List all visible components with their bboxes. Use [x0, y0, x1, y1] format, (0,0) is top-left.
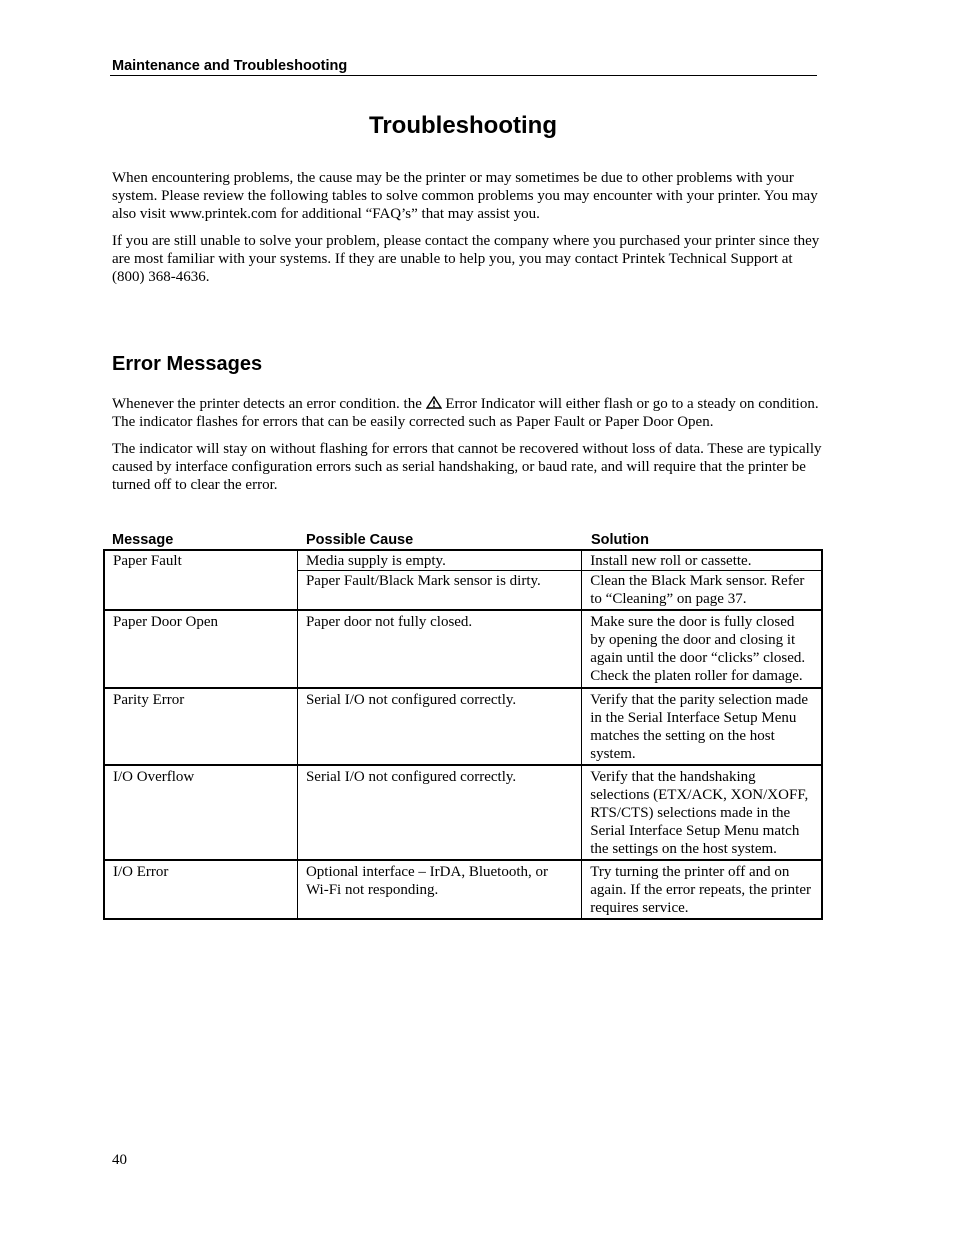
solution-cell: Try turning the printer off and on again. If the error repeats, the printer requires service.	[582, 860, 822, 919]
cause-cell: Media supply is empty.	[297, 550, 581, 571]
error-paragraph-2: The indicator will stay on without flashing for errors that cannot be recovered without loss of data. These are typically caused by interface configuration errors such as serial handshaking, or baud rate, and will require that the printer be turned off to clear the error.	[112, 441, 822, 493]
message-cell: I/O Error	[104, 860, 297, 919]
column-header-solution: Solution	[591, 532, 649, 548]
table-row	[104, 688, 822, 765]
solution-cell: Make sure the door is fully closed by opening the door and closing it again until the door “clicks” closed. Check the platen roller for damage.	[582, 610, 822, 688]
solution-cell: Clean the Black Mark sensor. Refer to “Cleaning” on page 37.	[582, 571, 822, 611]
table-row	[104, 860, 822, 919]
error-paragraph-1	[112, 395, 822, 431]
cause-cell: Paper Fault/Black Mark sensor is dirty.	[297, 571, 581, 611]
error-paragraph-1-lead: Whenever the printer detects an error condition. the	[112, 396, 426, 412]
solution-cell: Install new roll or cassette.	[582, 550, 822, 571]
warning-triangle-icon	[426, 396, 442, 409]
error-messages-table	[103, 549, 823, 920]
cause-cell: Serial I/O not configured correctly.	[297, 688, 581, 765]
running-header: Maintenance and Troubleshooting	[112, 58, 348, 74]
message-cell: Parity Error	[104, 688, 297, 765]
table-row	[104, 550, 822, 571]
solution-cell: Verify that the parity selection made in the Serial Interface Setup Menu matches the setting on the host system.	[582, 688, 822, 765]
table-row	[104, 610, 822, 688]
message-cell: I/O Overflow	[104, 765, 297, 860]
section-heading-error-messages: Error Messages	[112, 353, 263, 375]
message-cell: Paper Fault	[104, 550, 297, 610]
column-header-cause: Possible Cause	[306, 532, 414, 548]
message-cell: Paper Door Open	[104, 610, 297, 688]
intro-paragraph-1: When encountering problems, the cause may be the printer or may sometimes be due to other problems with your system. Please review the following tables to solve common problems you may encounter with your printer. You may also visit www.printek.com for additional “FAQ’s” that may assist you.	[112, 170, 818, 222]
cause-cell: Optional interface – IrDA, Bluetooth, or Wi-Fi not responding.	[297, 860, 581, 919]
error-paragraph-1-rest: Error Indicator will either flash or go to a steady on condition. The indicator flashes for errors that can be easily corrected such as Paper Fault or Paper Door Open.	[112, 396, 819, 430]
page-number: 40	[112, 1152, 127, 1168]
intro-paragraph-2: If you are still unable to solve your problem, please contact the company where you purchased your printer since they are most familiar with your systems. If they are unable to help you, you may contact Printek Technical Support at (800) 368-4636.	[112, 233, 820, 285]
cause-cell: Paper door not fully closed.	[297, 610, 581, 688]
page-title: Troubleshooting	[369, 112, 557, 139]
column-header-message: Message	[112, 532, 174, 548]
solution-cell: Verify that the handshaking selections (ETX/ACK, XON/XOFF, RTS/CTS) selections made in the Serial Interface Setup Menu match the settings on the host system.	[582, 765, 822, 860]
header-rule	[110, 75, 817, 76]
cause-cell: Serial I/O not configured correctly.	[297, 765, 581, 860]
table-row	[104, 765, 822, 860]
